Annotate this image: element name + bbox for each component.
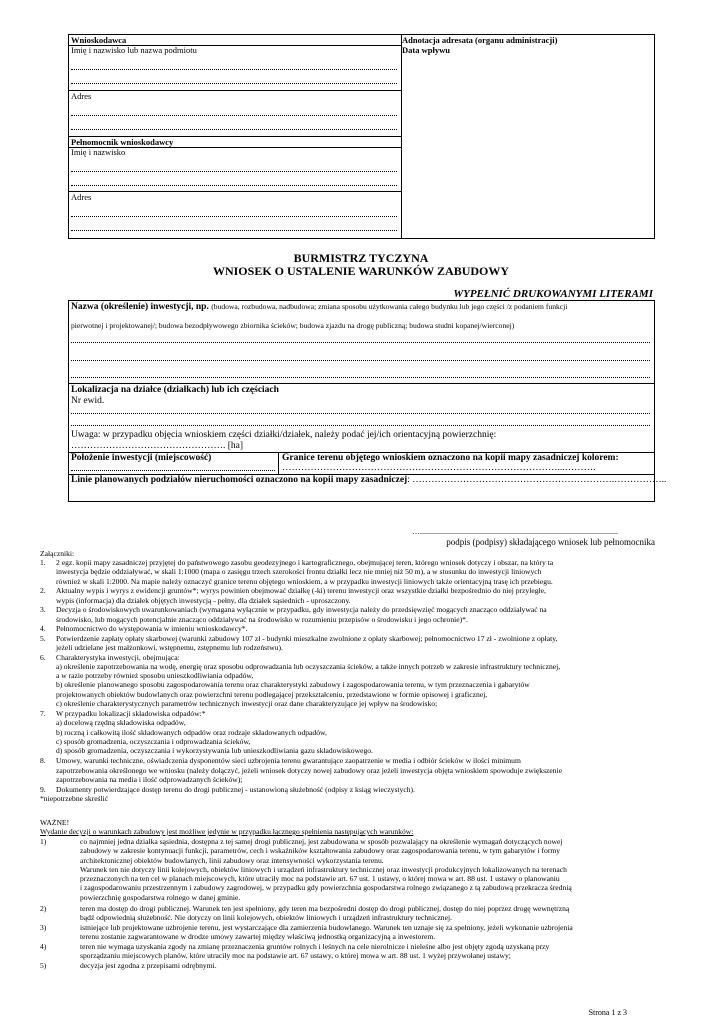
boundary-label: Granice terenu objętego wnioskiem oznaczono na kopii mapy zasadniczej kolorem: <box>282 453 619 463</box>
list-item-line: c) sposób gromadzenia, oczyszczania i odprowadzania ścieków, <box>56 737 251 747</box>
authority-title: BURMISTRZ TYCZYNA <box>293 251 429 265</box>
partial-area-field[interactable]: …………………………………………. [ha] <box>71 441 244 451</box>
list-item-line: d) sposób gromadzenia, oczyszczania i wykorzystywania lub unieszkodliwiania gazu składowiskowego. <box>56 746 373 756</box>
list-item-line: Pełnomocnictwo do występowania w imieniu wnioskodawcy*. <box>56 624 248 634</box>
list-item-line: a) docelową rzędną składowiska odpadów, <box>56 718 186 728</box>
list-item-line: co najmniej jedna działka sąsiednia, dostępna z tej samej drogi publicznej, jest zabudowana w sposób pozwalający na określenie wymagań dotyczących nowej <box>80 837 563 846</box>
important-intro: Wydanie decyzji o warunkach zabudowy jest możliwe jedynie w przypadku łącznego spełnienia następujących warunków: <box>40 827 414 836</box>
list-item <box>40 652 656 709</box>
signature-caption: podpis (podpisy) składającego wniosek lub pełnomocnika <box>446 537 655 547</box>
list-item-line: zapotrzebowania określonego we wniosku (należy dołączyć, jeżeli wniosek dotyczy nowej zabudowy oraz jeżeli inwestycja objęta wnioskiem spowoduje zwiększenie <box>56 765 563 775</box>
office-received-label: Data wpływu <box>402 45 450 55</box>
list-item-line: bądź odpowiednią służebność. Nie dotyczy on linii kolejowych, obiektów liniowych i urządzeń infrastruktury technicznej. <box>80 912 452 922</box>
applicant-box <box>68 34 402 239</box>
list-item-line: Potwierdzenie zapłaty opłaty skarbowej (warunki zabudowy 107 zł - budynki mieszkalne zwolnione z opłaty skarbowej; pełnomocnictwo 17 zł - zwolnione z opłaty, <box>56 633 558 643</box>
investment-name-line-1[interactable] <box>71 334 650 343</box>
plot-no-line-1[interactable] <box>71 405 650 414</box>
investment-form-box <box>68 300 667 502</box>
proxy-name-line-1[interactable] <box>71 161 397 172</box>
list-item <box>40 960 680 970</box>
list-item-line: teren ma dostęp do drogi publicznej. Warunek ten jest spełniony, gdy teren ma bezpośredni dostęp do drogi publicznej, dostęp do niej poprzez drogę wewnętrzną <box>80 903 570 913</box>
list-item-number: 8. <box>40 756 46 766</box>
list-item-line: środowisko, lub mogących potencjalnie znacząco oddziaływać na środowisko w rozumieniu przepisów o środowisku i jego ochronie)*. <box>56 614 468 624</box>
list-item-number: 5) <box>40 960 47 970</box>
list-item-number: 4. <box>40 624 46 634</box>
applicant-name-label: Imię i nazwisko lub nazwa podmiotu <box>71 45 197 55</box>
position-label: Położenie inwestycji (miejscowość) <box>71 453 212 463</box>
list-item-number: 9. <box>40 784 46 794</box>
list-item-line: teren nie wymaga uzyskania zgody na zmianę przeznaczenia gruntów rolnych i leśnych na cele nierolnicze i nieleśne albo jest objęty zgodą uzyskaną przy <box>80 941 550 951</box>
list-item-line: Decyzja o środowiskowych uwarunkowaniach (wymagana wyłącznie w przypadku, gdy inwestycja należy do przedsięwzięć mogących znacząco oddziaływać na <box>56 605 547 615</box>
list-item-line: b) określenie planowanego sposobu zagospodarowania terenu oraz charakterystyki zabudowy i zagospodarowania terenu, w tym przeznaczenia i gabarytów <box>56 680 530 690</box>
applicant-name-line-1[interactable] <box>71 59 397 70</box>
list-item-number: 6. <box>40 652 46 662</box>
list-item <box>40 624 656 634</box>
applicant-address-line-2[interactable] <box>71 119 397 130</box>
applicant-name-line-2[interactable] <box>71 73 397 84</box>
list-item-line: zapotrzebowania na media i ilość odprowadzanych ścieków); <box>56 775 243 785</box>
important-title: WAŻNE! <box>40 818 70 827</box>
list-item-line: jeżeli udzielane jest małżonkowi, wstępnemu, zstępnemu lub rodzeństwu). <box>56 642 283 652</box>
list-item-number: 2. <box>40 586 46 596</box>
location-label: Lokalizacja na działce (działkach) lub ich częściach <box>71 385 279 395</box>
list-item-number: 3) <box>40 922 47 932</box>
list-item-line: zabudowy w zakresie kontynuacji funkcji, parametrów, cech i wskaźników kształtowania zabudowy oraz zagospodarowania terenu, w tym gabarytów i formy <box>80 846 561 856</box>
list-item-line: decyzja jest zgodna z przepisami odrębnymi. <box>80 960 217 970</box>
list-item-line: powierzchnię gospodarstwa rolnego w danej gminie. <box>80 892 241 902</box>
list-item-number: 1) <box>40 837 47 846</box>
proxy-address-line-2[interactable] <box>71 220 397 231</box>
list-item-line: Charakterystyka inwestycji, obejmująca: <box>56 652 180 662</box>
footnote: *niepotrzebne skreślić <box>40 794 109 804</box>
investment-name-label: Nazwa (określenie) inwestycji, np. <box>71 302 209 312</box>
attachments-title: Załączniki: <box>40 549 75 558</box>
list-item-number: 4) <box>40 941 47 951</box>
position-field[interactable] <box>71 464 275 471</box>
list-item-number: 5. <box>40 633 46 643</box>
proxy-name-line-2[interactable] <box>71 175 397 186</box>
office-note-box <box>400 34 655 239</box>
proxy-address-label: Adres <box>71 192 92 202</box>
list-item-number: 3. <box>40 605 46 615</box>
form-title: WNIOSEK O USTALENIE WARUNKÓW ZABUDOWY <box>212 264 510 278</box>
applicant-address-line-1[interactable] <box>71 105 397 116</box>
page-number: Strona 1 z 3 <box>588 1008 627 1017</box>
fill-note: WYPEŁNIĆ DRUKOWANYMI LITERAMI <box>453 288 653 300</box>
list-item-line: przeznaczonych na ten cel w planach miejscowych, które utraciły moc na podstawie art. 67 ust. 1 ustawy, o której mowa w art. 88 ust. 1 ustawy o planowaniu <box>80 874 560 884</box>
list-item <box>40 709 656 756</box>
list-item-line: a w razie potrzeby również sposobu unieszkodliwiania odpadów, <box>56 671 254 681</box>
list-item-line: inwestycja będzie oddziaływać, w skali 1:1000 (mapa o zasięgu trzech szerokości frontu działki lecz nie mniej niż 50 m), a w stosunku do inwestycji liniowych <box>56 567 542 577</box>
investment-name-hint-2: pierwotnej i projektowanej/; budowa bezodpływowego zbiornika ścieków; budowa zjazdu na drogę publiczną; budowa studni kopanej/wierconej) <box>71 321 515 330</box>
list-item-line: Dokumenty potwierdzające dostęp terenu do drogi publicznej - ustanowioną służebność (odpisy z ksiąg wieczystych). <box>56 784 415 794</box>
list-item-line: Warunek ten nie dotyczy linii kolejowych, obiektów liniowych i urządzeń infrastruktury technicznej oraz inwestycji produkcyjnych lokalizowanych na terenach <box>80 864 567 874</box>
plot-no-label: Nr ewid. <box>71 396 105 406</box>
investment-name-line-2[interactable] <box>71 352 650 361</box>
proxy-title: Pełnomocnik wnioskodawcy <box>71 137 174 147</box>
list-item-line: i zagospodarowaniu przestrzennym i zabudowy zagrodowej, w przypadku gdy powierzchnia gospodarstwa rolnego związanego z tą zabudową przekracza średnią <box>80 883 572 893</box>
planned-lines-label: Linie planowanych podziałów nieruchomości oznaczono na kopii mapy zasadniczej <box>71 475 408 485</box>
list-item-number: 7. <box>40 709 46 719</box>
list-item-line: a) określenie zapotrzebowania na wodę, energię oraz sposobu odprowadzania lub oczyszczania ścieków, a także innych potrzeb w zakresie infrastruktury technicznej, <box>56 661 561 671</box>
list-item-line: Umowy, warunki techniczne, oświadczenia dysponentów sieci uzbrojenia terenu gwarantujące zaopatrzenie w media i odbiór ścieków w ilości minimum <box>56 756 521 766</box>
list-item <box>40 605 656 624</box>
list-item <box>40 837 680 902</box>
investment-name-line-3[interactable] <box>71 369 650 378</box>
applicant-address-label: Adres <box>71 91 92 101</box>
office-note-title: Adnotacja adresata (organu administracji) <box>402 35 558 45</box>
list-item-line: wypis (informacja) dla działek objętych inwestycją - pełny, dla działek sąsiednich - uproszczony. <box>56 595 351 605</box>
list-item-line: W przypadku lokalizacji składowiska odpadów:* <box>56 709 206 719</box>
list-item-number: 2) <box>40 903 47 913</box>
signature-line[interactable]: …................................................................................................... <box>412 527 618 536</box>
list-item <box>40 784 656 794</box>
list-item-line: Aktualny wypis i wyrys z ewidencji gruntów*; wyrys powinien obejmować działkę (-ki) terenu inwestycji oraz wszystkie działki bezpośrednio do niej przyległe, <box>56 586 546 596</box>
list-item <box>40 633 656 653</box>
investment-name-hint-1: (budowa, rozbudowa, nadbudowa; zmiana sposobu użytkowania całego budynku lub jego części /z podaniem funkcji <box>211 302 568 311</box>
applicant-title: Wnioskodawca <box>71 35 127 45</box>
list-item <box>40 756 656 785</box>
list-item-line: architektonicznej obiektów budowlanych, linii zabudowy oraz intensywności wykorzystania terenu. <box>80 855 384 865</box>
list-item <box>40 903 680 923</box>
list-item-line: b) roczną i całkowitą ilość składowanych odpadów oraz rodzaje składowanych odpadów, <box>56 727 327 737</box>
list-item-line: c) określenie charakterystycznych parametrów technicznych inwestycji oraz dane charakteryzujące jej wpływ na środowisko; <box>56 698 438 708</box>
list-item-line: projektowanych obiektów budowlanych oraz powierzchni terenu podlegającej przekształceniu, przedstawione w formie opisowej i graficznej, <box>56 689 488 699</box>
partial-note: Uwaga: w przypadku objęcia wnioskiem części działki/działek, należy podać jej/ich orientacyjną powierzchnię: <box>71 430 497 440</box>
list-item <box>40 558 656 586</box>
list-item <box>40 586 656 605</box>
list-item-line: istniejące lub projektowane uzbrojenie terenu, jest wystarczające dla zamierzenia budowlanego. Warunek ten uznaje się za spełniony, jeżeli wykonanie uzbrojenia <box>80 922 573 932</box>
proxy-name-label: Imię i nazwisko <box>71 147 126 157</box>
list-item-number: 1. <box>40 558 46 567</box>
boundary-color-field[interactable]: ……………………………………………………………………………...………. <box>282 463 596 473</box>
list-item-line: sporządzaniu miejscowych planów, które utraciły moc na podstawie art. 67 ustawy, o której mowa w art. 88 ust. 1 wyżej przywołanej ustawy; <box>80 950 511 960</box>
list-item-line: 2 egz. kopii mapy zasadniczej przyjętej do państwowego zasobu geodezyjnego i kartograficznego, obejmującej teren, którego wniosek dotyczy i obszar, na który ta <box>56 558 554 567</box>
list-item <box>40 941 680 961</box>
list-item <box>40 922 680 942</box>
list-item-line: terenu zostanie zagwarantowane w drodze umowy zawartej między właściwą jednostką organizacyjną a inwestorem. <box>80 931 436 941</box>
proxy-address-line-1[interactable] <box>71 206 397 217</box>
plot-no-line-2[interactable] <box>71 417 650 426</box>
planned-lines-field[interactable]: : ……………………………………………………….…………….. <box>407 475 667 485</box>
list-item-line: również w skali 1:2000. Na mapie należy oznaczyć granice terenu objętego wnioskiem, a w przypadku inwestycji liniowych także orientacyjną trasę ich przebiegu. <box>56 576 553 586</box>
